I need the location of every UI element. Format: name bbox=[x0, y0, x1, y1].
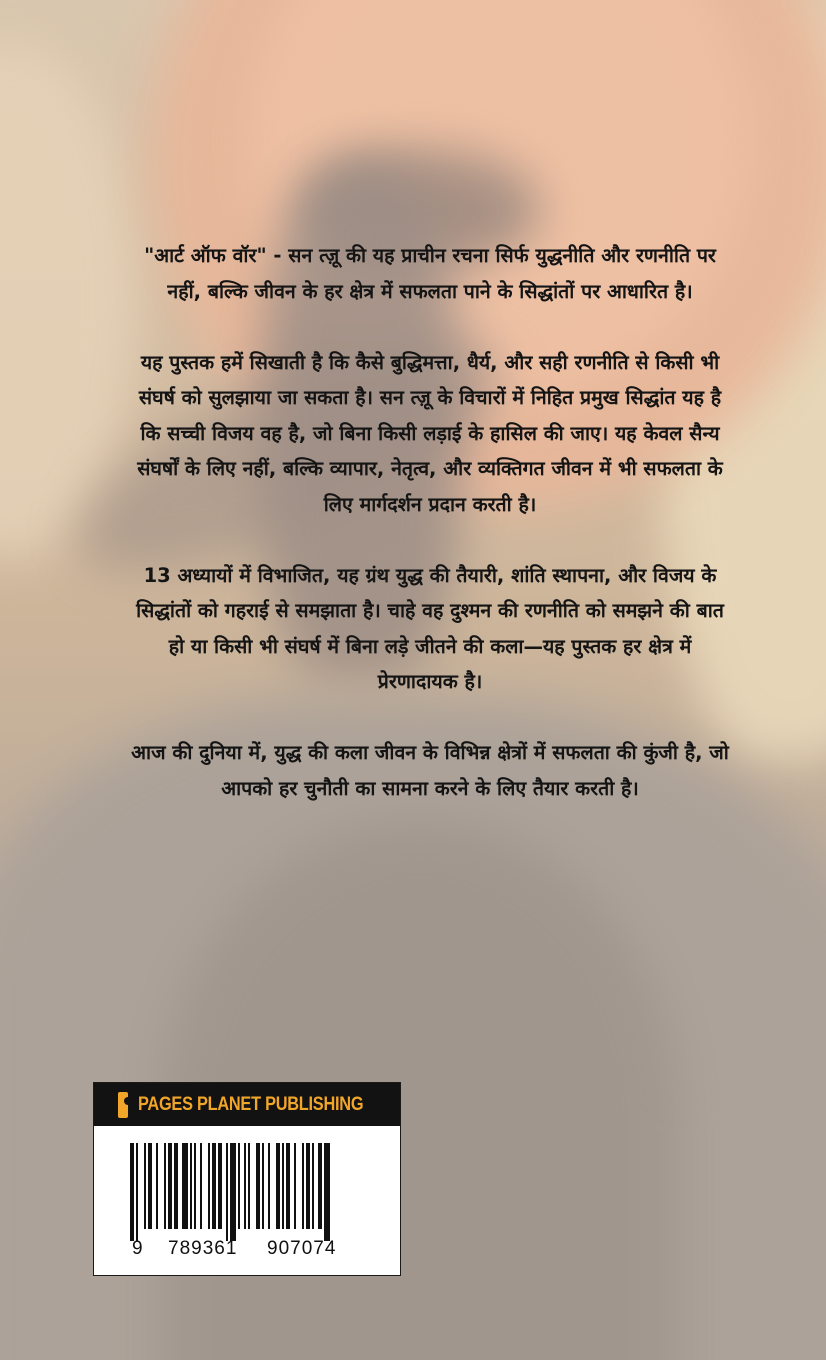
barcode-bar bbox=[238, 1143, 240, 1229]
blurb-paragraph-1: "आर्ट ऑफ वॉर" - सन त्ज़ू की यह प्राचीन रचना सिर्फ युद्धनीति और रणनीति पर नहीं, बल्कि जीवन के हर क्षेत्र में सफलता पाने के सिद्धांतों पर आधारित है। bbox=[144, 244, 716, 303]
isbn-left-group: 789361 bbox=[168, 1238, 238, 1259]
barcode-bar bbox=[164, 1143, 166, 1229]
barcode-bar bbox=[168, 1143, 172, 1229]
barcode-bar bbox=[318, 1143, 322, 1229]
isbn-barcode bbox=[114, 1143, 380, 1259]
barcode-bar bbox=[248, 1143, 250, 1229]
publisher-banner bbox=[94, 1083, 400, 1126]
barcode-bar bbox=[230, 1143, 236, 1241]
back-cover-blurb bbox=[130, 238, 730, 842]
barcode-bar bbox=[226, 1143, 228, 1241]
blurb-paragraph-3: 13 अध्यायों में विभाजित, यह ग्रंथ युद्ध की तैयारी, शांति स्थापना, और विजय के सिद्धांतों को गहराई से समझाता है। चाहे वह दुश्मन की रणनीति को समझने की बात हो या किसी भी संघर्ष में बिना लड़े जीतने की कला—यह पुस्तक हर क्षेत्र में प्रेरणादायक है। bbox=[136, 563, 724, 693]
barcode-bar bbox=[148, 1143, 152, 1229]
barcode-bar bbox=[244, 1143, 246, 1229]
barcode-bar bbox=[144, 1143, 146, 1229]
publisher-logo-icon bbox=[118, 1092, 128, 1118]
barcode-bar bbox=[286, 1143, 290, 1229]
isbn-first-digit: 9 bbox=[132, 1238, 143, 1259]
barcode-bar bbox=[282, 1143, 284, 1229]
barcode-bar bbox=[136, 1143, 138, 1241]
barcode-bar bbox=[306, 1143, 310, 1229]
barcode-bar bbox=[190, 1143, 192, 1229]
barcode-bar bbox=[324, 1143, 330, 1241]
publisher-name: PAGES PLANET PUBLISHING bbox=[138, 1093, 364, 1115]
barcode-bar bbox=[302, 1143, 304, 1229]
blurb-paragraph-4: आज की दुनिया में, युद्ध की कला जीवन के विभिन्न क्षेत्रों में सफलता की कुंजी है, जो आपको हर चुनौती का सामना करने के लिए तैयार करती है। bbox=[131, 741, 729, 800]
barcode-bar bbox=[156, 1143, 158, 1229]
barcode-bar bbox=[268, 1143, 270, 1229]
barcode-bars bbox=[130, 1143, 330, 1241]
barcode-bar bbox=[194, 1143, 196, 1229]
barcode-bar bbox=[130, 1143, 134, 1241]
barcode-bar bbox=[182, 1143, 188, 1229]
barcode-bar bbox=[200, 1143, 202, 1229]
barcode-bar bbox=[276, 1143, 280, 1229]
isbn-right-group: 907074 bbox=[267, 1238, 337, 1259]
barcode-bar bbox=[256, 1143, 260, 1229]
barcode-bar bbox=[208, 1143, 210, 1229]
barcode-bar bbox=[312, 1143, 314, 1229]
barcode-bar bbox=[294, 1143, 296, 1229]
blurb-paragraph-2: यह पुस्तक हमें सिखाती है कि कैसे बुद्धिमत्ता, धैर्य, और सही रणनीति से किसी भी संघर्ष को सुलझाया जा सकता है। सन त्ज़ू के विचारों में निहित प्रमुख सिद्धांत यह है कि सच्ची विजय वह है, जो बिना किसी लड़ाई के हासिल की जाए। यह केवल सैन्य संघर्षों के लिए नहीं, बल्कि व्यापार, नेतृत्व, और व्यक्तिगत जीवन में भी सफलता के लिए मार्गदर्शन प्रदान करती है। bbox=[137, 350, 723, 516]
barcode-bar bbox=[218, 1143, 222, 1229]
barcode-bar bbox=[262, 1143, 264, 1229]
publisher-barcode-box bbox=[93, 1082, 401, 1276]
barcode-bar bbox=[212, 1143, 216, 1229]
barcode-bar bbox=[174, 1143, 178, 1229]
